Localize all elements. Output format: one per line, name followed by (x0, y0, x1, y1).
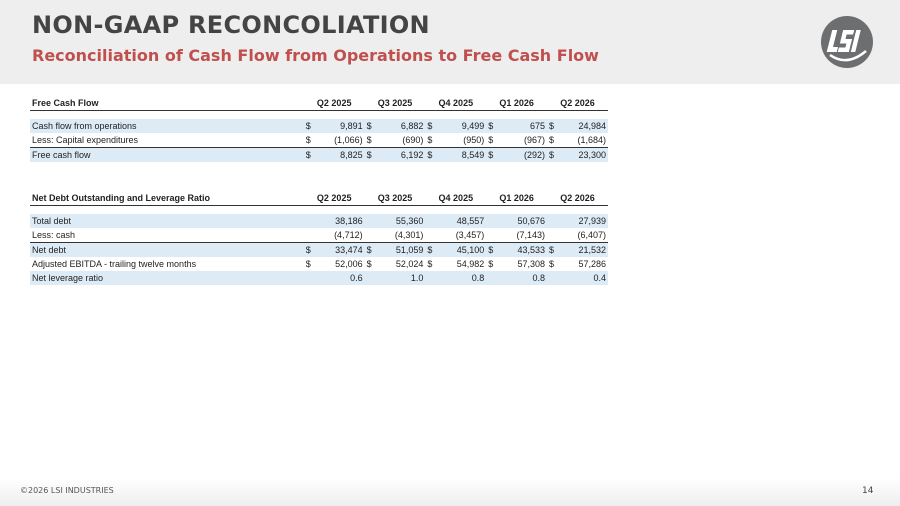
currency-symbol: $ (547, 119, 557, 133)
currency-symbol: $ (365, 119, 375, 133)
currency-cell (486, 214, 496, 228)
currency-symbol: $ (425, 119, 435, 133)
value-cell: 45,100 (436, 243, 487, 258)
table-row (30, 243, 608, 258)
value-cell: 9,891 (314, 119, 365, 133)
table-header-row (30, 96, 608, 111)
column-header-quarter: Q4 2025 (425, 191, 486, 206)
value-cell: 51,059 (375, 243, 426, 258)
currency-cell (425, 214, 435, 228)
free-cash-flow-table (30, 96, 608, 162)
value-cell: 1.0 (375, 271, 426, 285)
value-cell: 0.8 (436, 271, 487, 285)
row-label: Total debt (30, 214, 304, 228)
column-header-quarter: Q3 2025 (365, 191, 426, 206)
currency-symbol: $ (547, 243, 557, 258)
value-cell: 8,549 (436, 148, 487, 163)
value-cell: 23,300 (557, 148, 608, 163)
table-spacer-row (30, 111, 608, 120)
table-row (30, 119, 608, 133)
table-row (30, 133, 608, 148)
value-cell: 43,533 (496, 243, 547, 258)
value-cell: 50,676 (496, 214, 547, 228)
value-cell: (4,301) (394, 230, 424, 240)
currency-cell (547, 228, 557, 243)
currency-symbol: $ (425, 148, 435, 163)
slide-footer (0, 478, 900, 506)
currency-symbol: $ (549, 135, 555, 145)
value-cell: (7,143) (516, 230, 546, 240)
value-cell: (950) (463, 135, 485, 145)
copyright-text: ©2026 LSI INDUSTRIES (20, 486, 114, 495)
currency-symbol: $ (304, 119, 314, 133)
table-row (30, 257, 608, 271)
currency-cell (486, 228, 496, 243)
value-cell: 57,308 (517, 259, 546, 269)
currency-symbol: $ (486, 243, 496, 258)
value-cell: 48,557 (436, 214, 487, 228)
table-row (30, 271, 608, 285)
value-cell: (1,066) (334, 135, 363, 145)
currency-symbol: $ (547, 148, 557, 163)
value-cell: 27,939 (557, 214, 608, 228)
value-cell: 24,984 (557, 119, 608, 133)
currency-symbol: $ (488, 259, 494, 269)
currency-cell (547, 271, 557, 285)
slide-subtitle: Reconciliation of Cash Flow from Operations to Free Cash Flow (32, 46, 599, 65)
value-cell: (3,457) (455, 230, 485, 240)
currency-cell (365, 228, 375, 243)
value-cell: (292) (496, 148, 547, 163)
currency-symbol: $ (488, 135, 494, 145)
currency-symbol: $ (366, 135, 372, 145)
currency-cell (547, 214, 557, 228)
currency-symbol: $ (427, 135, 433, 145)
page-number: 14 (862, 486, 874, 496)
currency-cell (425, 228, 435, 243)
value-cell: (6,407) (577, 230, 606, 240)
currency-symbol: $ (549, 259, 555, 269)
row-label: Less: cash (32, 230, 76, 240)
net-debt-leverage-table (30, 191, 608, 285)
value-cell: 6,192 (375, 148, 426, 163)
value-cell: (690) (402, 135, 424, 145)
currency-symbol: $ (365, 148, 375, 163)
value-cell: 0.6 (314, 271, 365, 285)
value-cell: 6,882 (375, 119, 426, 133)
column-header-quarter: Q2 2026 (547, 96, 608, 111)
row-label: Adjusted EBITDA - trailing twelve months (32, 259, 197, 269)
currency-symbol: $ (365, 243, 375, 258)
currency-cell (304, 271, 314, 285)
table-row (30, 214, 608, 228)
value-cell: 21,532 (557, 243, 608, 258)
currency-cell (425, 271, 435, 285)
value-cell: 57,286 (578, 259, 606, 269)
value-cell: 54,982 (456, 259, 485, 269)
column-header-quarter: Q2 2026 (547, 191, 608, 206)
currency-symbol: $ (486, 148, 496, 163)
row-label: Cash flow from operations (30, 119, 304, 133)
table-row (30, 228, 608, 243)
currency-symbol: $ (305, 135, 311, 145)
value-cell: 55,360 (375, 214, 426, 228)
table-spacer-row (30, 206, 608, 215)
value-cell: (1,684) (577, 135, 606, 145)
currency-symbol: $ (304, 243, 314, 258)
row-label: Net debt (30, 243, 304, 258)
column-header-quarter: Q2 2025 (304, 96, 365, 111)
table-header-row (30, 191, 608, 206)
row-label: Free cash flow (30, 148, 304, 163)
currency-symbol: $ (305, 259, 311, 269)
table-row (30, 148, 608, 163)
lsi-logo-icon (820, 15, 874, 69)
table-section-header: Net Debt Outstanding and Leverage Ratio (30, 191, 304, 206)
currency-symbol: $ (427, 259, 433, 269)
currency-cell (365, 271, 375, 285)
slide-title: NON-GAAP RECONCOLIATION (32, 11, 430, 39)
spacer-cell (30, 206, 608, 215)
value-cell: 9,499 (436, 119, 487, 133)
value-cell: 675 (496, 119, 547, 133)
currency-cell (365, 214, 375, 228)
table-section-header: Free Cash Flow (30, 96, 304, 111)
value-cell: 38,186 (314, 214, 365, 228)
value-cell: (4,712) (334, 230, 363, 240)
value-cell: 52,006 (335, 259, 363, 269)
value-cell: 0.8 (496, 271, 547, 285)
currency-cell (304, 228, 314, 243)
column-header-quarter: Q1 2026 (486, 191, 547, 206)
value-cell: 33,474 (314, 243, 365, 258)
currency-symbol: $ (304, 148, 314, 163)
value-cell: 8,825 (314, 148, 365, 163)
currency-symbol: $ (425, 243, 435, 258)
value-cell: 0.4 (557, 271, 608, 285)
column-header-quarter: Q2 2025 (304, 191, 365, 206)
column-header-quarter: Q4 2025 (425, 96, 486, 111)
currency-symbol: $ (366, 259, 372, 269)
currency-symbol: $ (486, 119, 496, 133)
currency-cell (486, 271, 496, 285)
row-label: Net leverage ratio (30, 271, 304, 285)
spacer-cell (30, 111, 608, 120)
column-header-quarter: Q3 2025 (365, 96, 426, 111)
column-header-quarter: Q1 2026 (486, 96, 547, 111)
value-cell: 52,024 (395, 259, 424, 269)
currency-cell (304, 214, 314, 228)
row-label: Less: Capital expenditures (32, 135, 139, 145)
value-cell: (967) (524, 135, 546, 145)
